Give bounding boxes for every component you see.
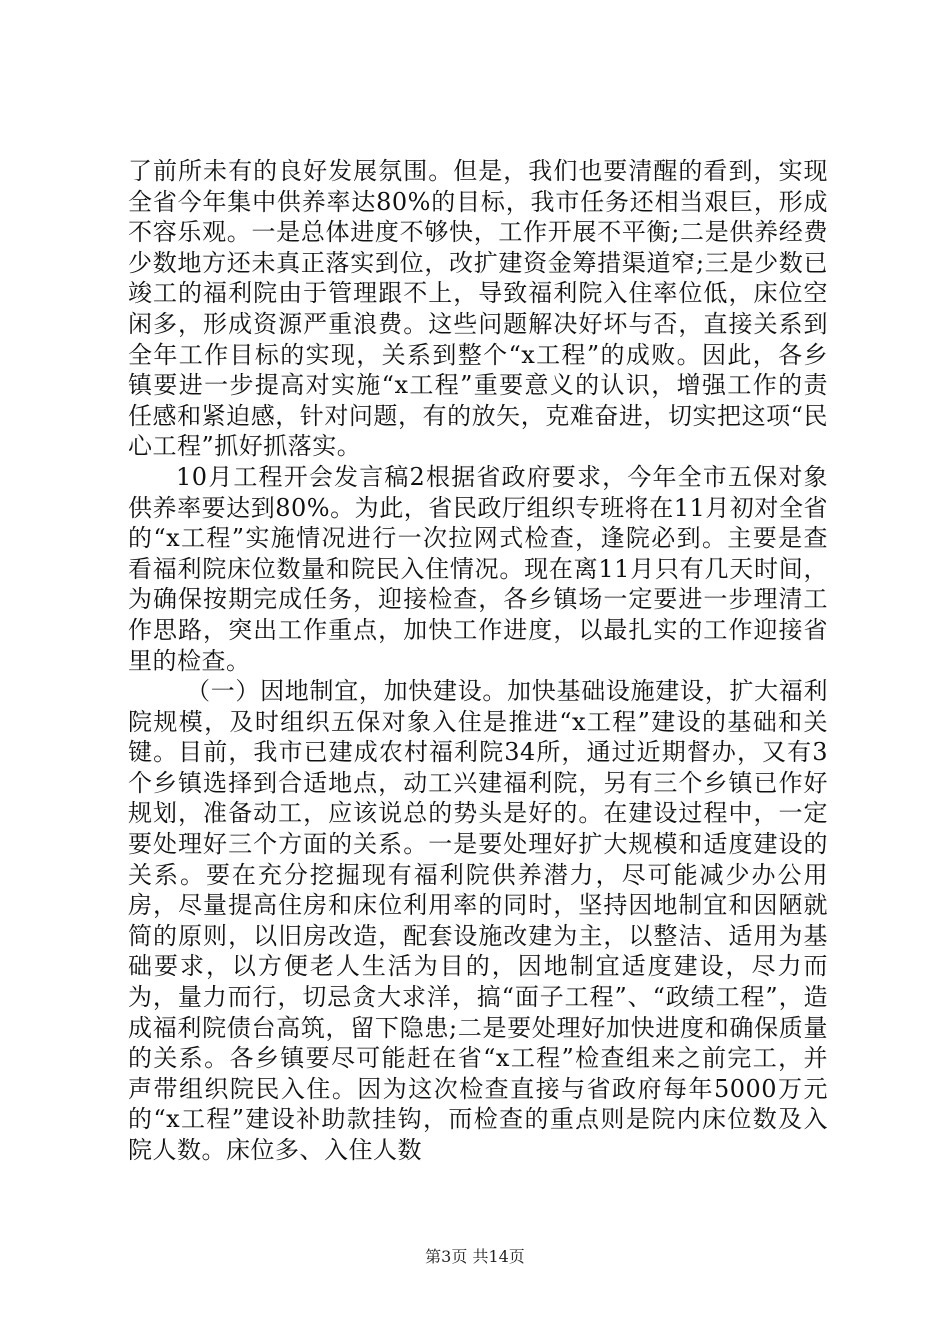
page-footer: 第3页 共14页 (425, 1247, 525, 1266)
paragraph-3: （一）因地制宜，加快建设。加快基础设施建设，扩大福利院规模，及时组织五保对象入住是推进“x工程”建设的基础和关键。目前，我市已建成农村福利院34所，通过近期督办，又有3个乡镇选择到合适地点，动工兴建福利院，另有三个乡镇已作好规划，准备动工，应该说总的势头是好的。在建设过程中，一定要处理好三个方面的关系。一是要处理好扩大规模和适度建设的关系。要在充分挖掘现有福利院供养潜力，尽可能减少办公用房，尽量提高住房和床位利用率的同时，坚持因地制宜和因陋就简的原则，以旧房改造，配套设施改建为主，以整洁、适用为基础要求，以方便老人生活为目的，因地制宜适度建设，尽力而为，量力而行，切忌贪大求洋，搞“面子工程”、“政绩工程”，造成福利院债台高筑，留下隐患;二是要处理好加快进度和确保质量的关系。各乡镇要尽可能赶在省“x工程”检查组来之前完工，并声带组织院民入住。因为这次检查直接与省政府每年5000万元的“x工程”建设补助款挂钩，而检查的重点则是院内床位数及入院人数。床位多、入住人数 (128, 677, 828, 1164)
paragraph-1: 了前所未有的良好发展氛围。但是，我们也要清醒的看到，实现全省今年集中供养率达80%的目标，我市任务还相当艰巨，形成不容乐观。一是总体进度不够快，工作开展不平衡;二是供养经费少数地方还未真正落实到位，改扩建资金筹措渠道窄;三是少数已竣工的福利院由于管理跟不上，导致福利院入住率位低，床位空闲多，形成资源严重浪费。这些问题解决好坏与否，直接关系到全年工作目标的实现，关系到整个“x工程”的成败。因此，各乡镇要进一步提高对实施“x工程”重要意义的认识，增强工作的责任感和紧迫感，针对问题，有的放矢，克难奋进，切实把这项“民心工程”抓好抓落实。 (128, 157, 828, 461)
document-body (128, 156, 828, 1166)
paragraph-2: 10月工程开会发言稿2根据省政府要求，今年全市五保对象供养率要达到80%。为此，省民政厅组织专班将在11月初对全省的“x工程”实施情况进行一次拉网式检查，逢院必到。主要是查看福利院床位数量和院民入住情况。现在离11月只有几天时间，为确保按期完成任务，迎接检查，各乡镇场一定要进一步理清工作思路，突出工作重点，加快工作进度，以最扎实的工作迎接省里的检查。 (128, 462, 828, 675)
